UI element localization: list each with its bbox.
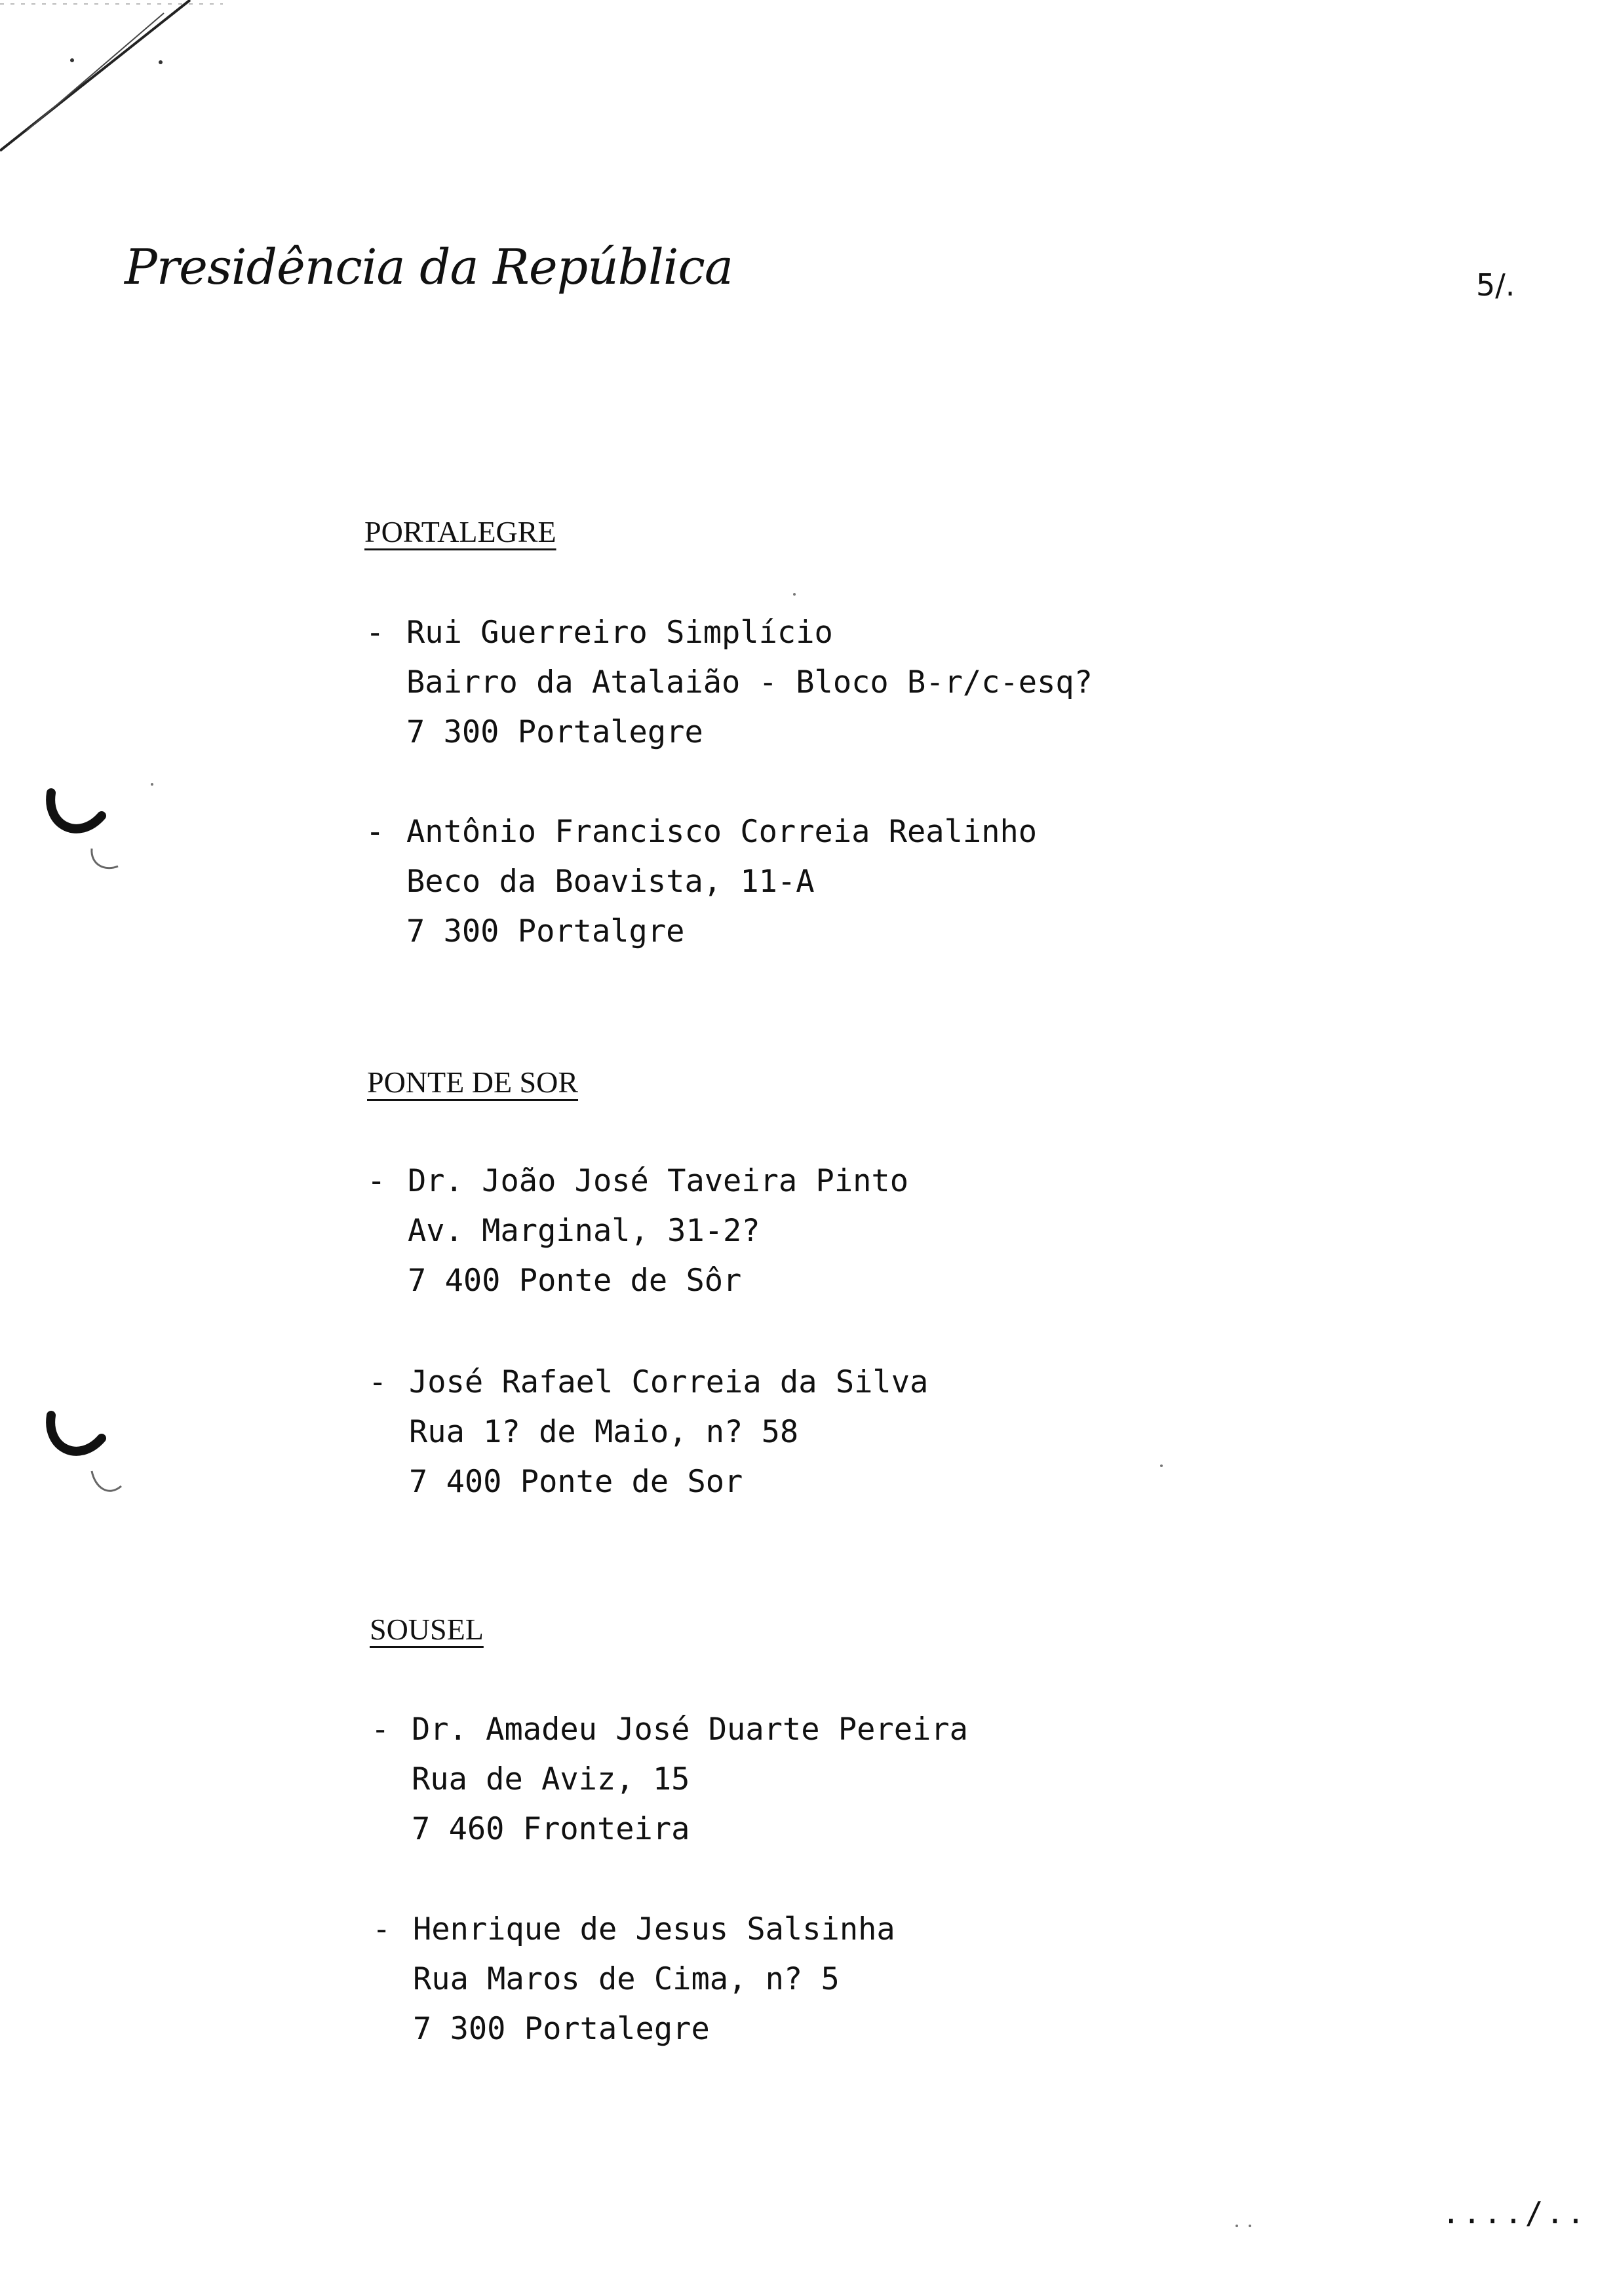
entry-address: Av. Marginal, 31-2?: [408, 1213, 760, 1249]
section-heading-ponte-de-sor: PONTE DE SOR: [367, 1065, 579, 1099]
scan-speck: [1249, 2225, 1251, 2227]
address-entry: [366, 608, 1093, 757]
corner-stroke-mark: [0, 0, 236, 170]
address-entry: [368, 1358, 929, 1507]
address-entry: [366, 807, 1038, 957]
continuation-mark: ..../..: [1442, 2195, 1587, 2230]
scan-speck: [1160, 1464, 1163, 1467]
entry-postal: 7 300 Portalgre: [406, 913, 685, 949]
entry-postal: 7 300 Portalegre: [406, 714, 703, 750]
entry-name: Dr. Amadeu José Duarte Pereira: [412, 1712, 968, 1748]
entry-address: Rua 1? de Maio, n? 58: [409, 1414, 799, 1450]
entry-dash: -: [372, 1911, 391, 1947]
entry-name: Dr. João José Taveira Pinto: [408, 1163, 909, 1199]
entry-name: José Rafael Correia da Silva: [409, 1364, 929, 1400]
scan-speck: [793, 593, 796, 596]
entry-name: Antônio Francisco Correia Realinho: [406, 814, 1038, 850]
letterhead-title: Presidência da República: [125, 239, 733, 296]
entry-dash: -: [366, 615, 385, 651]
entry-dash: -: [368, 1364, 387, 1400]
section-heading-sousel: SOUSEL: [370, 1613, 484, 1646]
punch-hole-mark: [39, 780, 157, 891]
section-heading-portalegre: PORTALEGRE: [364, 515, 556, 548]
entry-address: Rua Maros de Cima, n? 5: [413, 1961, 840, 1997]
address-entry: [367, 1157, 909, 1306]
scan-speck: [151, 783, 153, 786]
entry-dash: -: [367, 1163, 386, 1199]
scan-speck: [1236, 2225, 1238, 2227]
entry-postal: 7 460 Fronteira: [412, 1811, 690, 1847]
entry-address: Beco da Boavista, 11-A: [406, 864, 815, 900]
entry-address: Rua de Aviz, 15: [412, 1761, 690, 1797]
entry-postal: 7 400 Ponte de Sôr: [408, 1263, 742, 1299]
entry-postal: 7 400 Ponte de Sor: [409, 1464, 743, 1500]
address-entry: [372, 1905, 895, 2054]
page-number: 5/.: [1476, 267, 1515, 303]
address-entry: [371, 1705, 968, 1854]
entry-name: Henrique de Jesus Salsinha: [413, 1911, 895, 1947]
entry-dash: -: [366, 814, 385, 850]
entry-postal: 7 300 Portalegre: [413, 2011, 710, 2047]
entry-name: Rui Guerreiro Simplício: [406, 615, 833, 651]
entry-address: Bairro da Atalaião - Bloco B-r/c-esq?: [406, 664, 1093, 700]
punch-hole-mark: [39, 1402, 157, 1514]
entry-dash: -: [371, 1712, 390, 1748]
